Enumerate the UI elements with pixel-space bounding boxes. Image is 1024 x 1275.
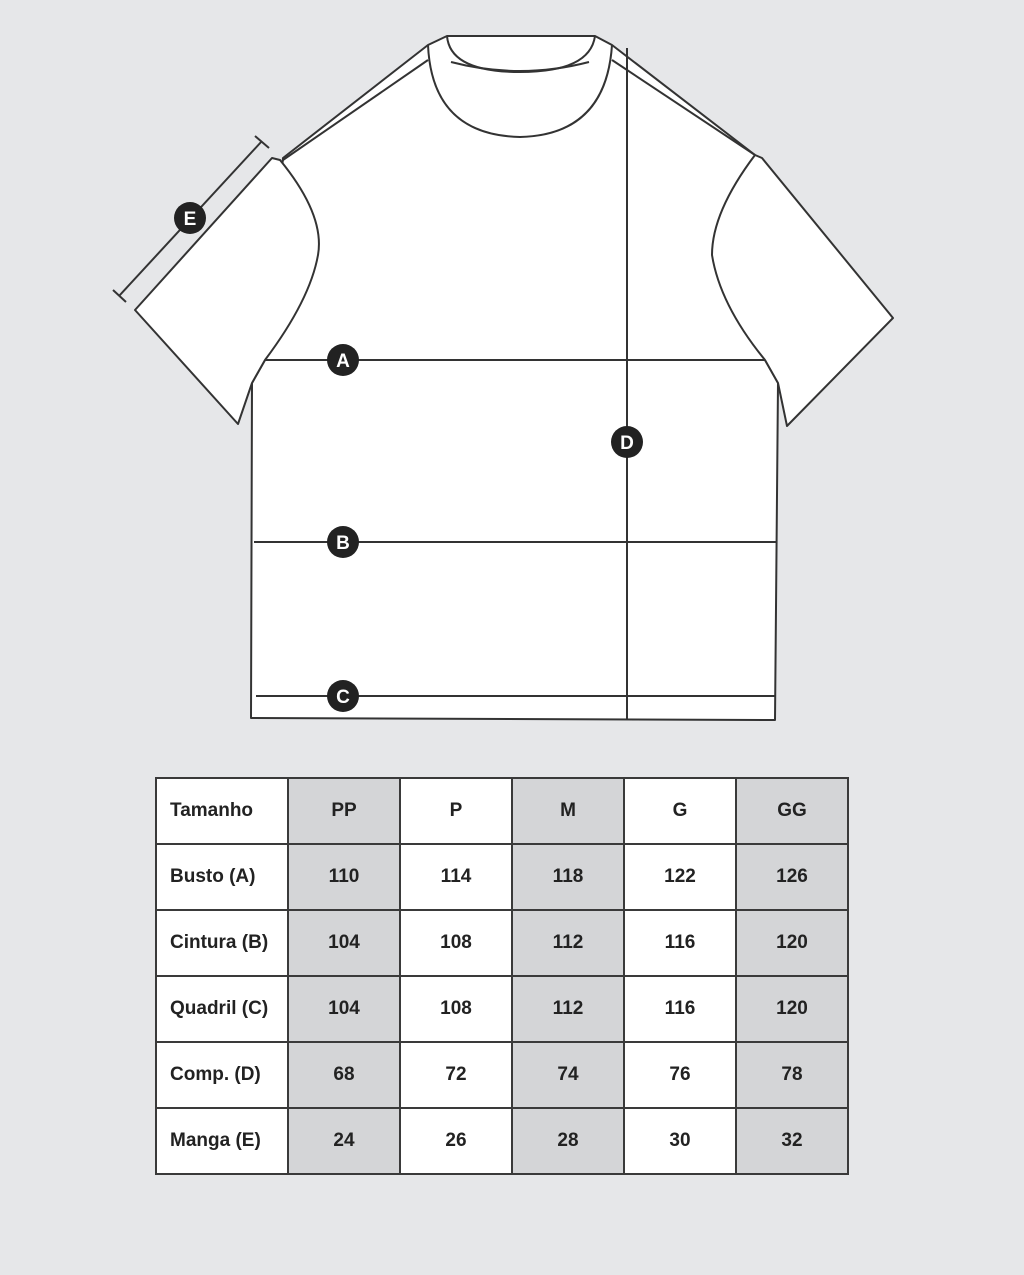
table-row: [156, 910, 848, 976]
cell-value: 30: [624, 1108, 736, 1174]
size-pp: PP: [288, 778, 400, 844]
cell-value: 116: [624, 910, 736, 976]
cell-value: 108: [400, 976, 512, 1042]
marker-c: [327, 680, 359, 712]
size-table: [155, 777, 849, 1175]
cell-value: 72: [400, 1042, 512, 1108]
cell-value: 126: [736, 844, 848, 910]
cell-value: 108: [400, 910, 512, 976]
marker-b-letter: B: [336, 533, 350, 554]
marker-e-letter: E: [183, 209, 197, 230]
cell-value: 104: [288, 910, 400, 976]
header-label: Tamanho: [156, 778, 288, 844]
size-m: M: [512, 778, 624, 844]
cell-value: 76: [624, 1042, 736, 1108]
table-row: [156, 976, 848, 1042]
cell-value: 68: [288, 1042, 400, 1108]
cell-value: 120: [736, 976, 848, 1042]
size-p: P: [400, 778, 512, 844]
cell-value: 112: [512, 910, 624, 976]
cell-value: 28: [512, 1108, 624, 1174]
marker-d-letter: D: [620, 433, 634, 454]
cell-value: 104: [288, 976, 400, 1042]
cell-value: 78: [736, 1042, 848, 1108]
table-row: [156, 1042, 848, 1108]
cell-value: 112: [512, 976, 624, 1042]
cell-value: 120: [736, 910, 848, 976]
size-g: G: [624, 778, 736, 844]
row-label: Comp. (D): [156, 1042, 288, 1108]
table-row: [156, 844, 848, 910]
row-label: Quadril (C): [156, 976, 288, 1042]
marker-b: [327, 526, 359, 558]
row-label: Manga (E): [156, 1108, 288, 1174]
cell-value: 32: [736, 1108, 848, 1174]
marker-a-letter: A: [336, 351, 350, 372]
cell-value: 24: [288, 1108, 400, 1174]
size-gg: GG: [736, 778, 848, 844]
cell-value: 26: [400, 1108, 512, 1174]
cell-value: 122: [624, 844, 736, 910]
table-header-row: [156, 778, 848, 844]
marker-c-letter: C: [336, 687, 350, 708]
marker-a: [327, 344, 359, 376]
cell-value: 116: [624, 976, 736, 1042]
table-row: [156, 1108, 848, 1174]
marker-d: [611, 426, 643, 458]
cell-value: 74: [512, 1042, 624, 1108]
row-label: Busto (A): [156, 844, 288, 910]
row-label: Cintura (B): [156, 910, 288, 976]
cell-value: 114: [400, 844, 512, 910]
marker-e: [174, 202, 206, 234]
cell-value: 110: [288, 844, 400, 910]
cell-value: 118: [512, 844, 624, 910]
shirt-body: [251, 36, 778, 720]
